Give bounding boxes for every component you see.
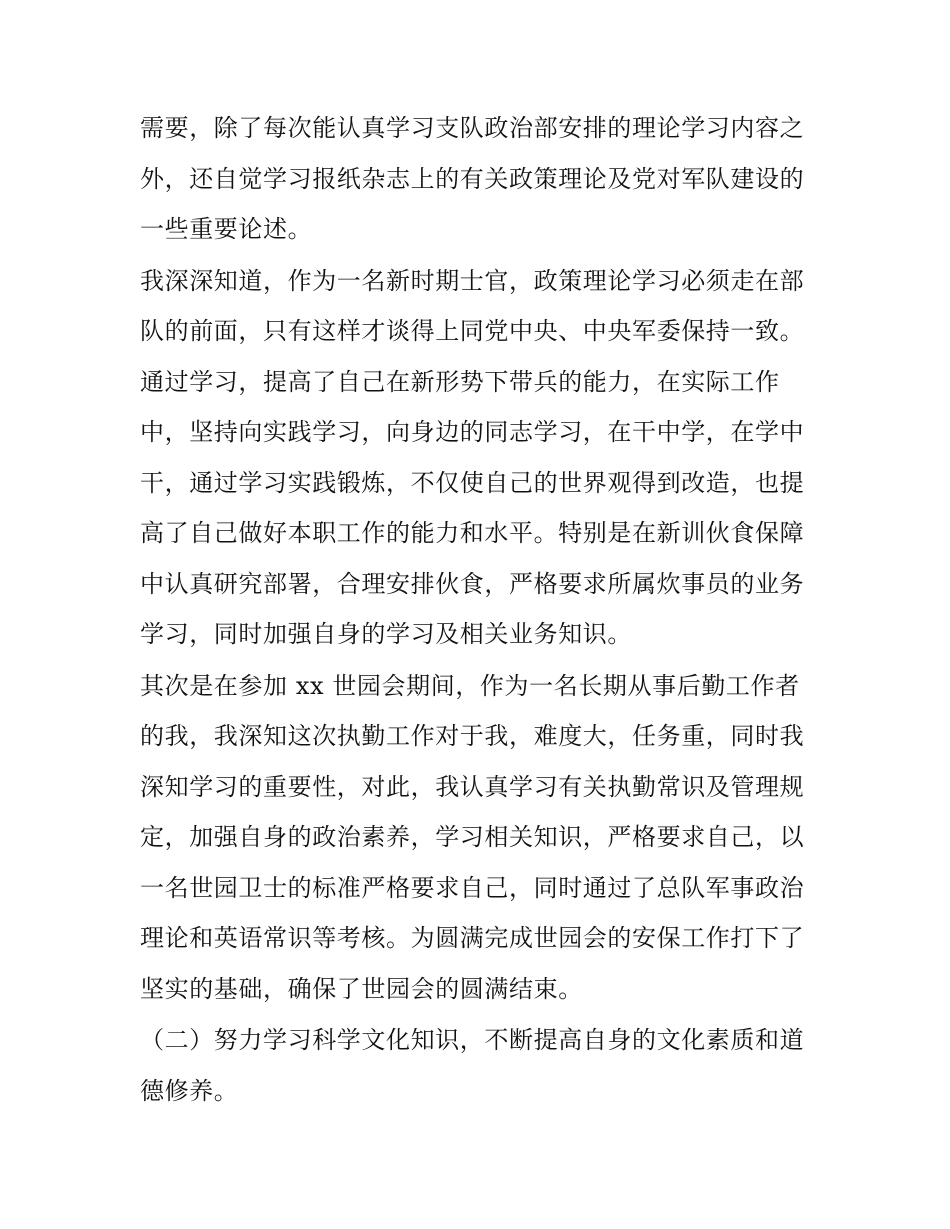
text-line: 高了自己做好本职工作的能力和水平。特别是在新训伙食保障 bbox=[140, 519, 805, 547]
text-line: 的我，我深知这次执勤工作对于我，难度大，任务重，同时我 bbox=[140, 722, 805, 750]
text-line: 外，还自觉学习报纸杂志上的有关政策理论及党对军队建设的 bbox=[140, 165, 805, 193]
text-line: 坚实的基础，确保了世园会的圆满结束。 bbox=[140, 975, 583, 1003]
text-line: 深知学习的重要性，对此，我认真学习有关执勤常识及管理规 bbox=[140, 773, 805, 801]
text-line: 一些重要论述。 bbox=[140, 215, 313, 243]
text-line: 通过学习，提高了自己在新形势下带兵的能力，在实际工作 bbox=[140, 368, 780, 396]
text-line: 理论和英语常识等考核。为圆满完成世园会的安保工作打下了 bbox=[140, 924, 805, 952]
text-line: 中，坚持向实践学习，向身边的同志学习，在干中学，在学中 bbox=[140, 418, 805, 446]
text-line: 一名世园卫士的标准严格要求自己，同时通过了总队军事政治 bbox=[140, 874, 805, 902]
text-line: 我深深知道，作为一名新时期士官，政策理论学习必须走在部 bbox=[140, 267, 805, 295]
text-line: 需要，除了每次能认真学习支队政治部安排的理论学习内容之 bbox=[140, 114, 805, 142]
text-line: 队的前面，只有这样才谈得上同党中央、中央军委保持一致。 bbox=[140, 317, 805, 345]
text-line: 中认真研究部署，合理安排伙食，严格要求所属炊事员的业务 bbox=[140, 570, 805, 598]
section-heading: 德修养。 bbox=[140, 1077, 239, 1105]
text-line: 学习，同时加强自身的学习及相关业务知识。 bbox=[140, 620, 632, 648]
section-heading: （二）努力学习科学文化知识，不断提高自身的文化素质和道 bbox=[140, 1026, 805, 1054]
text-line: 其次是在参加 xx 世园会期间，作为一名长期从事后勤工作者 bbox=[140, 672, 800, 700]
text-line: 干，通过学习实践锻炼，不仅使自己的世界观得到改造，也提 bbox=[140, 469, 805, 497]
text-line: 定，加强自身的政治素养，学习相关知识，严格要求自己，以 bbox=[140, 823, 805, 851]
